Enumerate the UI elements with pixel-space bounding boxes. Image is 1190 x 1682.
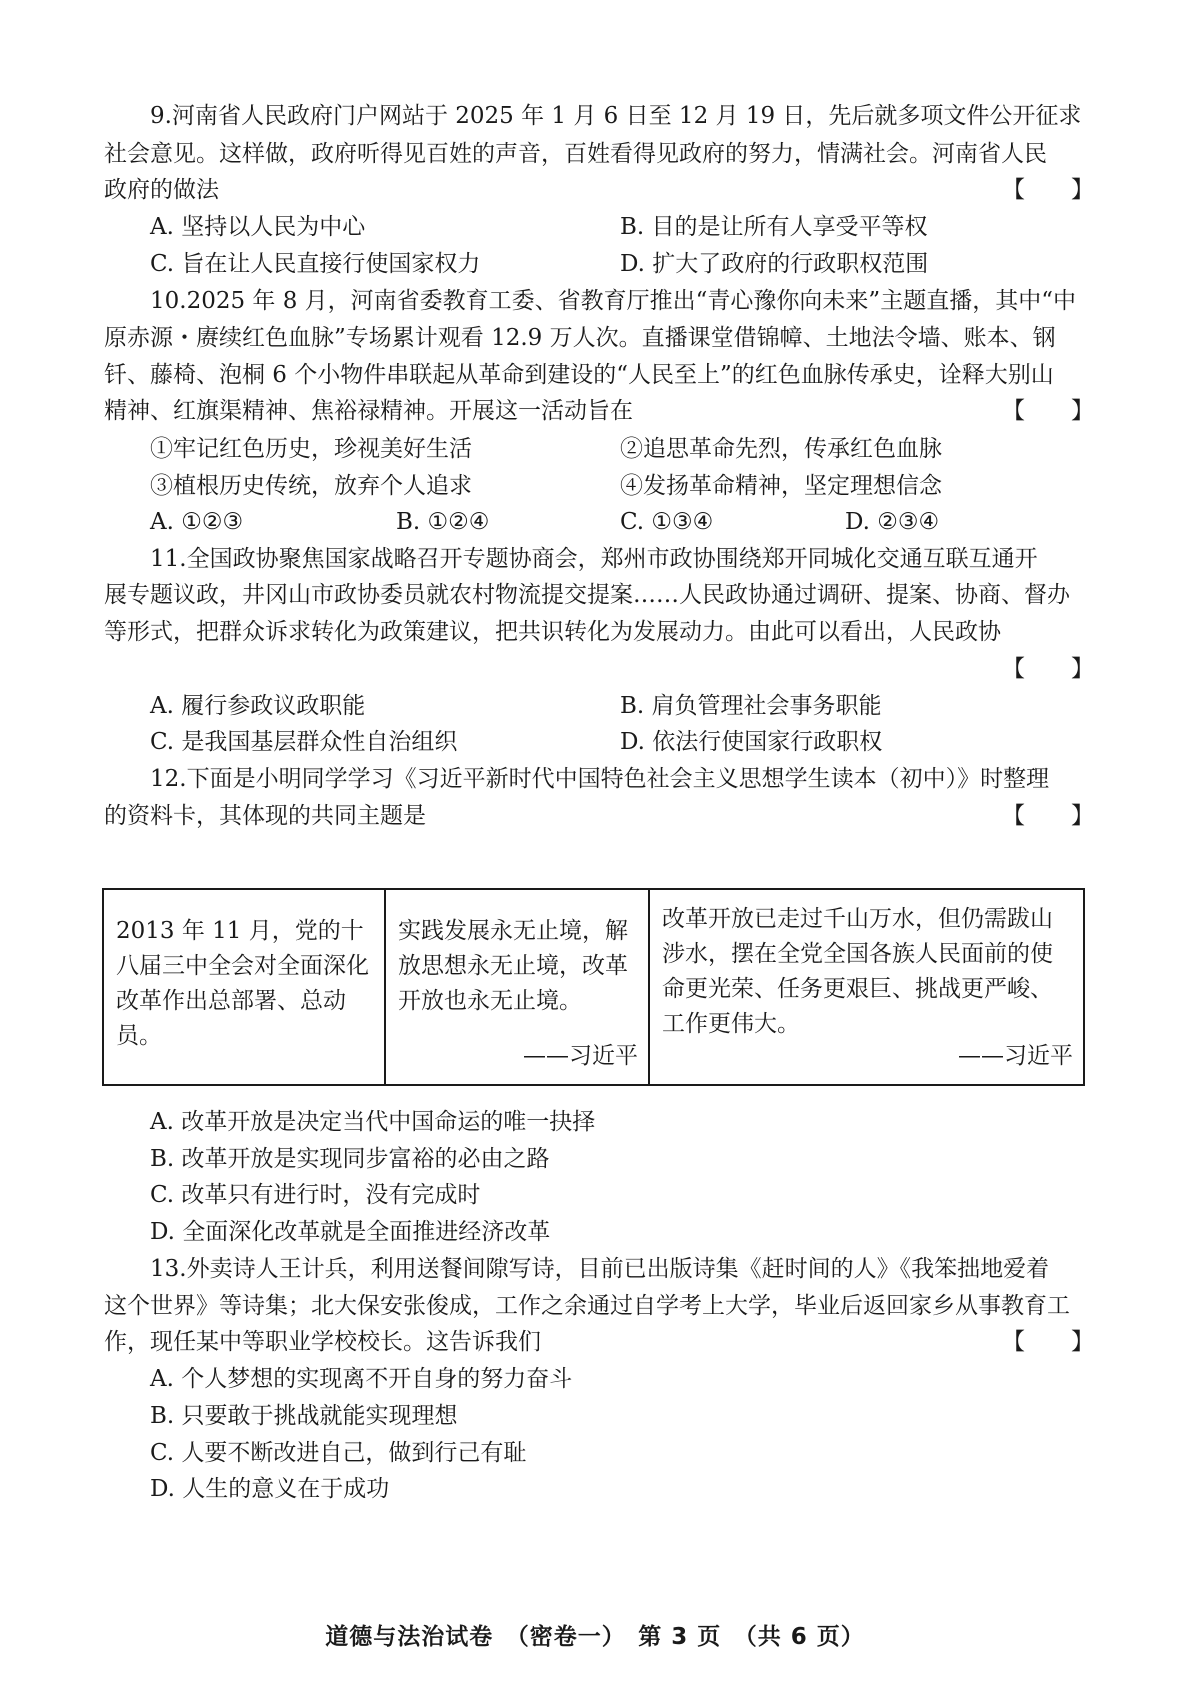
q9-stem-line-3: 政府的做法: [104, 177, 219, 203]
q10-option-a[interactable]: A. ①②③: [150, 509, 244, 535]
q12-stem-line-1: 12.下面是小明同学学习《习近平新时代中国特色社会主义思想学生读本（初中）》时整理: [150, 766, 1050, 792]
q9-option-b[interactable]: B. 目的是让所有人享受平等权: [620, 214, 928, 240]
q12-stem-line-2: 的资料卡，其体现的共同主题是: [104, 803, 426, 829]
q9-stem-line-1: 9.河南省人民政府门户网站于 2025 年 1 月 6 日至 12 月 19 日，先后就多项文件公开征求: [150, 103, 1082, 129]
q9-stem-line-2: 社会意见。这样做，政府听得见百姓的声音，百姓看得见政府的努力，情满社会。河南省人民: [104, 141, 1047, 167]
q10-option-c[interactable]: C. ①③④: [620, 509, 714, 535]
q13-number: 13.: [150, 1256, 187, 1282]
q10-answer-bracket[interactable]: 【 】: [1002, 398, 1094, 424]
q12-material-table: [102, 888, 1085, 1086]
q13-stem-line-1: 13.外卖诗人王计兵，利用送餐间隙写诗，目前已出版诗集《赶时间的人》《我笨拙地爱着: [150, 1256, 1050, 1282]
q11-stem-line-3: 等形式，把群众诉求转化为政策建议，把共识转化为发展动力。由此可以看出，人民政协: [104, 619, 1001, 645]
q13-option-b[interactable]: B. 只要敢于挑战就能实现理想: [150, 1403, 458, 1429]
q12-material-cell-1-text: 2013 年 11 月，党的十八届三中全会对全面深化改革作出总部署、总动员。: [116, 918, 369, 1049]
q10-stem-line-2: 原赤源・赓续红色血脉”专场累计观看 12.9 万人次。直播课堂借锦幛、土地法令墙、账本、钢: [104, 325, 1056, 351]
q12-material-cell-3-text: 改革开放已走过千山万水，但仍需跋山涉水，摆在全党全国各族人民面前的使命更光荣、任务更艰巨、挑战更严峻、工作更伟大。: [662, 906, 1053, 1037]
q11-stem-line-1: 11.全国政协聚焦国家战略召开专题协商会，郑州市政协围绕郑开同城化交通互联互通开: [150, 546, 1038, 572]
q11-option-b[interactable]: B. 肩负管理社会事务职能: [620, 693, 882, 719]
q13-option-c[interactable]: C. 人要不断改进自己，做到行己有耻: [150, 1440, 527, 1466]
q12-material-cell-3-signature: ——习近平: [958, 1043, 1073, 1069]
q10-statement-4: ④发扬革命精神，坚定理想信念: [620, 473, 942, 499]
q12-material-cell-2-text: 实践发展永无止境，解放思想永无止境，改革开放也永无止境。: [398, 918, 628, 1014]
q11-option-a[interactable]: A. 履行参政议政职能: [150, 693, 366, 719]
q12-option-a[interactable]: A. 改革开放是决定当代中国命运的唯一抉择: [150, 1109, 596, 1135]
page-footer: 道德与法治试卷 （密卷一） 第 3 页 （共 6 页）: [325, 1624, 865, 1650]
q9-answer-bracket[interactable]: 【 】: [1002, 177, 1094, 203]
q11-option-d[interactable]: D. 依法行使国家行政职权: [620, 729, 883, 755]
q13-stem-line-2: 这个世界》等诗集；北大保安张俊成，工作之余通过自学考上大学，毕业后返回家乡从事教育工: [104, 1293, 1070, 1319]
q9-option-d[interactable]: D. 扩大了政府的行政职权范围: [620, 251, 929, 277]
q13-answer-bracket[interactable]: 【 】: [1002, 1329, 1094, 1355]
q12-option-d[interactable]: D. 全面深化改革就是全面推进经济改革: [150, 1219, 551, 1245]
q10-statement-2: ②追思革命先烈，传承红色血脉: [620, 436, 942, 462]
q12-material-cell-1: [104, 890, 384, 1084]
q10-option-d[interactable]: D. ②③④: [845, 509, 940, 535]
q10-number: 10.: [150, 288, 187, 314]
q10-stem-line-3: 钎、藤椅、泡桐 6 个小物件串联起从革命到建设的“人民至上”的红色血脉传承史，诠释大别山: [104, 362, 1054, 388]
q12-material-cell-2-signature: ——习近平: [523, 1043, 638, 1069]
q11-answer-bracket[interactable]: 【 】: [1002, 656, 1094, 682]
q9-option-c[interactable]: C. 旨在让人民直接行使国家权力: [150, 251, 481, 277]
q11-number: 11.: [150, 546, 187, 572]
q13-option-a[interactable]: A. 个人梦想的实现离不开自身的努力奋斗: [150, 1366, 573, 1392]
q12-option-b[interactable]: B. 改革开放是实现同步富裕的必由之路: [150, 1146, 550, 1172]
q12-material-cell-3: [648, 890, 1083, 1084]
q9-option-a[interactable]: A. 坚持以人民为中心: [150, 214, 366, 240]
q13-stem-line-3: 作，现任某中等职业学校校长。这告诉我们: [104, 1329, 541, 1355]
q10-statement-3: ③植根历史传统，放弃个人追求: [150, 473, 472, 499]
q12-number: 12.: [150, 766, 187, 792]
q12-answer-bracket[interactable]: 【 】: [1002, 803, 1094, 829]
q11-option-c[interactable]: C. 是我国基层群众性自治组织: [150, 729, 458, 755]
q13-option-d[interactable]: D. 人生的意义在于成功: [150, 1476, 390, 1502]
q10-stem-line-1: 10.2025 年 8 月，河南省委教育工委、省教育厅推出“青心豫你向未来”主题直播，其中“中: [150, 288, 1076, 314]
q10-stem-line-4: 精神、红旗渠精神、焦裕禄精神。开展这一活动旨在: [104, 398, 633, 424]
q12-material-cell-2: [384, 890, 648, 1084]
q12-option-c[interactable]: C. 改革只有进行时，没有完成时: [150, 1182, 481, 1208]
q11-stem-line-2: 展专题议政，井冈山市政协委员就农村物流提交提案……人民政协通过调研、提案、协商、督办: [104, 582, 1070, 608]
q10-statement-1: ①牢记红色历史，珍视美好生活: [150, 436, 472, 462]
q10-option-b[interactable]: B. ①②④: [396, 509, 490, 535]
q9-number: 9.: [150, 103, 172, 129]
